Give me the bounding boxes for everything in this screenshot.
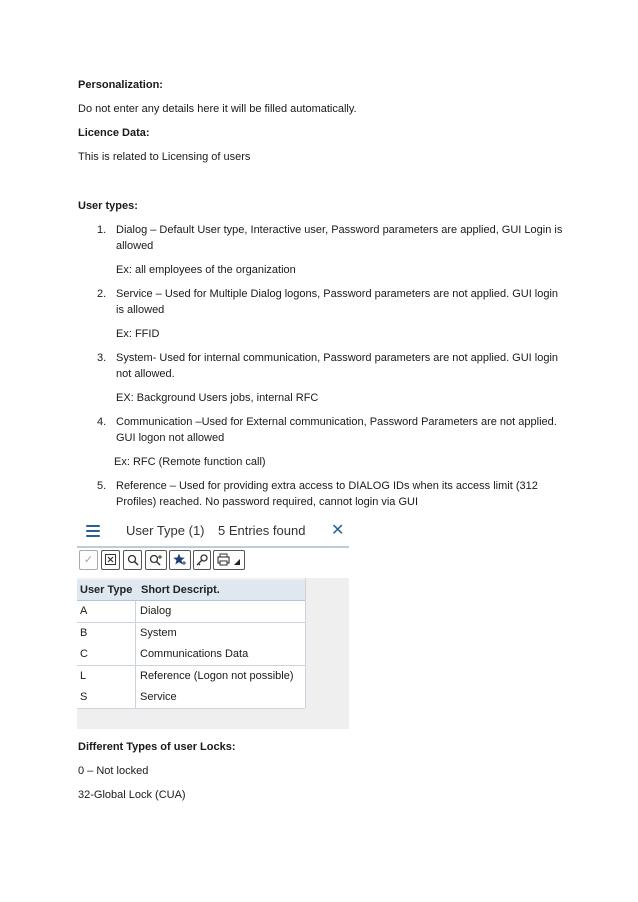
licence-text: This is related to Licensing of users	[78, 151, 251, 163]
personalization-heading: Personalization:	[78, 79, 163, 91]
cell-description: Dialog	[140, 601, 306, 622]
dialog-header	[77, 516, 349, 548]
entries-count: 5 Entries found	[218, 523, 306, 538]
list-number: 1.	[97, 224, 107, 236]
list-example: EX: Background Users jobs, internal RFC	[116, 392, 319, 404]
dialog-title: User Type (1)	[126, 523, 205, 538]
list-number: 4.	[97, 416, 107, 428]
key-icon[interactable]	[193, 550, 211, 570]
cell-description: Reference (Logon not possible)	[140, 666, 306, 687]
list-text: Service – Used for Multiple Dialog logons, Password parameters are not applied. GUI login is allowed	[116, 288, 559, 316]
table-row[interactable]	[77, 623, 305, 645]
sap-user-type-dialog	[77, 516, 349, 729]
user-types-heading: User types:	[78, 200, 138, 212]
table-row[interactable]	[77, 666, 305, 688]
list-text: Reference – Used for providing extra access to DIALOG IDs when its access limit (312 Profiles) reached. No password required, cannot login via GUI	[116, 480, 538, 508]
cell-user-type: L	[80, 666, 136, 687]
close-icon[interactable]: ✕	[331, 522, 345, 539]
cell-user-type: S	[80, 687, 136, 708]
favorite-icon[interactable]	[169, 550, 191, 570]
list-number: 2.	[97, 288, 107, 300]
table-row[interactable]	[77, 601, 305, 623]
menu-icon[interactable]	[86, 525, 100, 537]
print-icon[interactable]	[213, 550, 245, 570]
cancel-icon[interactable]	[101, 550, 120, 570]
table-row[interactable]	[77, 644, 305, 666]
dialog-toolbar	[77, 548, 349, 575]
list-text: Dialog – Default User type, Interactive user, Password parameters are applied, GUI Login is allowed	[116, 224, 563, 252]
column-header-user-type[interactable]: User Type	[77, 580, 141, 601]
personalization-text: Do not enter any details here it will be filled automatically.	[78, 103, 357, 115]
licence-heading: Licence Data:	[78, 127, 150, 139]
cell-description: Service	[140, 687, 306, 708]
search-icon[interactable]	[123, 550, 142, 570]
list-number: 5.	[97, 480, 107, 492]
list-text: Communication –Used for External communication, Password Parameters are not applied. GUI logon not allowed	[116, 416, 557, 444]
results-table	[77, 578, 349, 729]
list-example: Ex: FFID	[116, 328, 160, 340]
column-header-short-description[interactable]: Short Descript.	[141, 580, 305, 601]
lock-item: 32-Global Lock (CUA)	[78, 789, 186, 801]
search-plus-icon[interactable]	[145, 550, 167, 570]
cell-user-type: B	[80, 623, 136, 644]
list-example: Ex: RFC (Remote function call)	[114, 456, 266, 468]
check-icon[interactable]: ✓	[79, 550, 98, 570]
table-row[interactable]	[77, 687, 305, 709]
lock-item: 0 – Not locked	[78, 765, 149, 777]
cell-description: Communications Data	[140, 644, 306, 665]
list-example: Ex: all employees of the organization	[116, 264, 296, 276]
list-text: System- Used for internal communication, Password parameters are not applied. GUI login not allowed.	[116, 352, 559, 380]
cell-user-type: C	[80, 644, 136, 665]
list-number: 3.	[97, 352, 107, 364]
cell-description: System	[140, 623, 306, 644]
locks-heading: Different Types of user Locks:	[78, 741, 236, 753]
cell-user-type: A	[80, 601, 136, 622]
